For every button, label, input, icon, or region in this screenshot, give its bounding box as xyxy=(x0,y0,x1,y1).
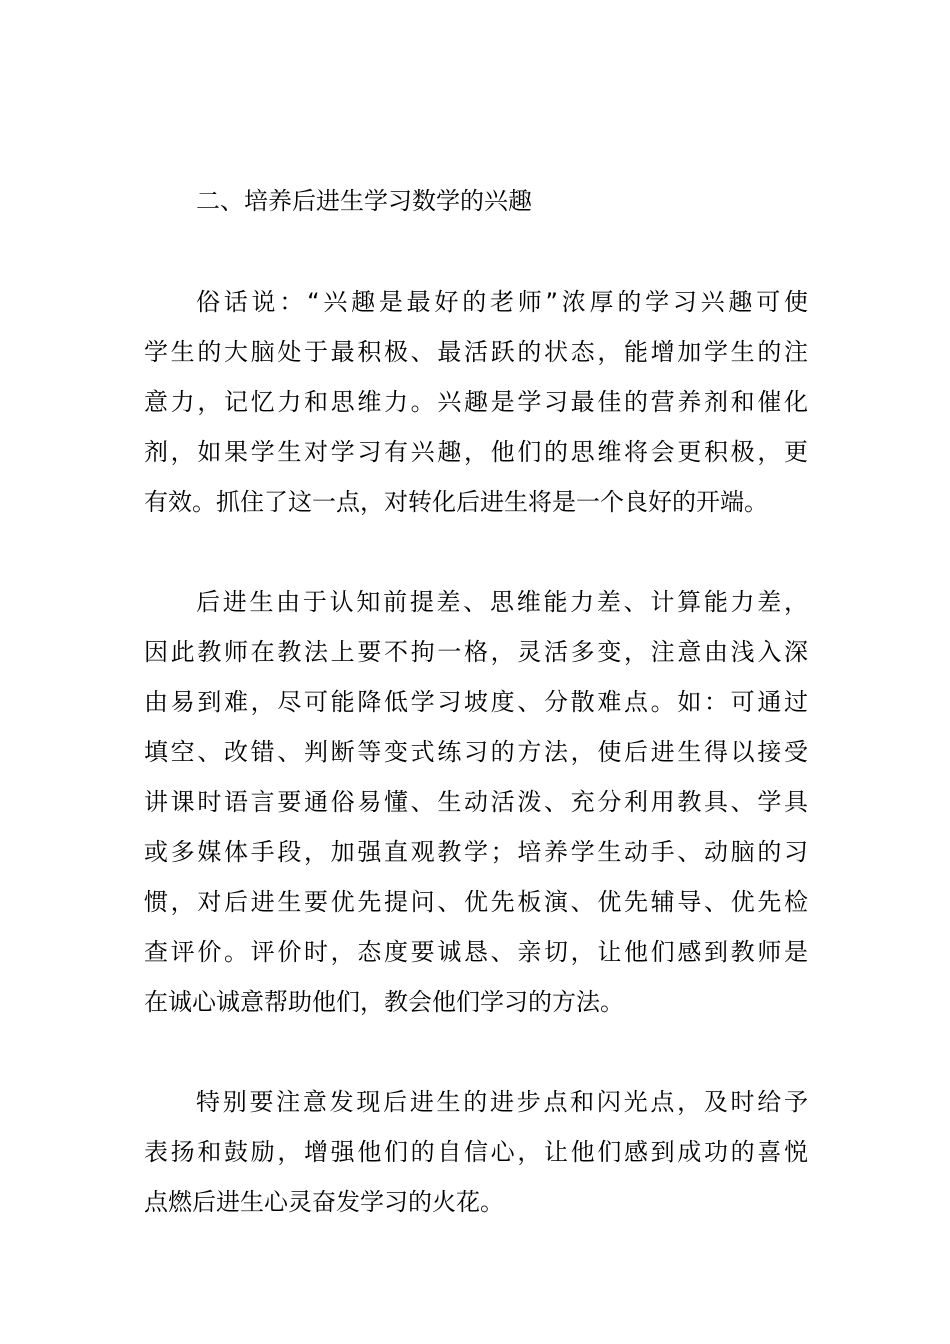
paragraph-2 xyxy=(144,577,808,1027)
paragraph-line: 有效。抓住了这一点，对转化后进生将是一个良好的开端。 xyxy=(144,488,768,516)
paragraph-line: 查评价。评价时，态度要诚恳、亲切，让他们感到教师是 xyxy=(144,938,808,966)
paragraph-line: 点燃后进生心灵奋发学习的火花。 xyxy=(144,1188,504,1216)
paragraph-line: 俗话说：“兴趣是最好的老师”浓厚的学习兴趣可使 xyxy=(196,288,808,316)
paragraph-line: 填空、改错、判断等变式练习的方法，使后进生得以接受 xyxy=(144,738,808,766)
spacer xyxy=(144,527,808,577)
paragraph-line: 特别要注意发现后进生的进步点和闪光点，及时给予 xyxy=(196,1088,808,1116)
paragraph-line: 或多媒体手段，加强直观教学；培养学生动手、动脑的习 xyxy=(144,838,808,866)
spacer xyxy=(144,226,808,277)
paragraph-line: 剂，如果学生对学习有兴趣，他们的思维将会更积极，更 xyxy=(144,438,808,466)
spacer xyxy=(144,1027,808,1077)
paragraph-1 xyxy=(144,277,808,527)
paragraph-line: 在诚心诚意帮助他们，教会他们学习的方法。 xyxy=(144,988,624,1016)
section-heading: 二、培养后进生学习数学的兴趣 xyxy=(196,187,532,215)
document-body xyxy=(144,176,808,1227)
paragraph-line: 惯，对后进生要优先提问、优先板演、优先辅导、优先检 xyxy=(144,888,808,916)
paragraph-line: 后进生由于认知前提差、思维能力差、计算能力差， xyxy=(196,588,808,616)
paragraph-line: 意力，记忆力和思维力。兴趣是学习最佳的营养剂和催化 xyxy=(144,388,808,416)
paragraph-line: 由易到难，尽可能降低学习坡度、分散难点。如：可通过 xyxy=(144,688,808,716)
paragraph-line: 因此教师在教法上要不拘一格，灵活多变，注意由浅入深 xyxy=(144,638,808,666)
paragraph-line: 学生的大脑处于最积极、最活跃的状态，能增加学生的注 xyxy=(144,338,808,366)
paragraph-3 xyxy=(144,1077,808,1227)
paragraph-line: 表扬和鼓励，增强他们的自信心，让他们感到成功的喜悦 xyxy=(144,1138,808,1166)
paragraph-line: 讲课时语言要通俗易懂、生动活泼、充分利用教具、学具 xyxy=(144,788,808,816)
